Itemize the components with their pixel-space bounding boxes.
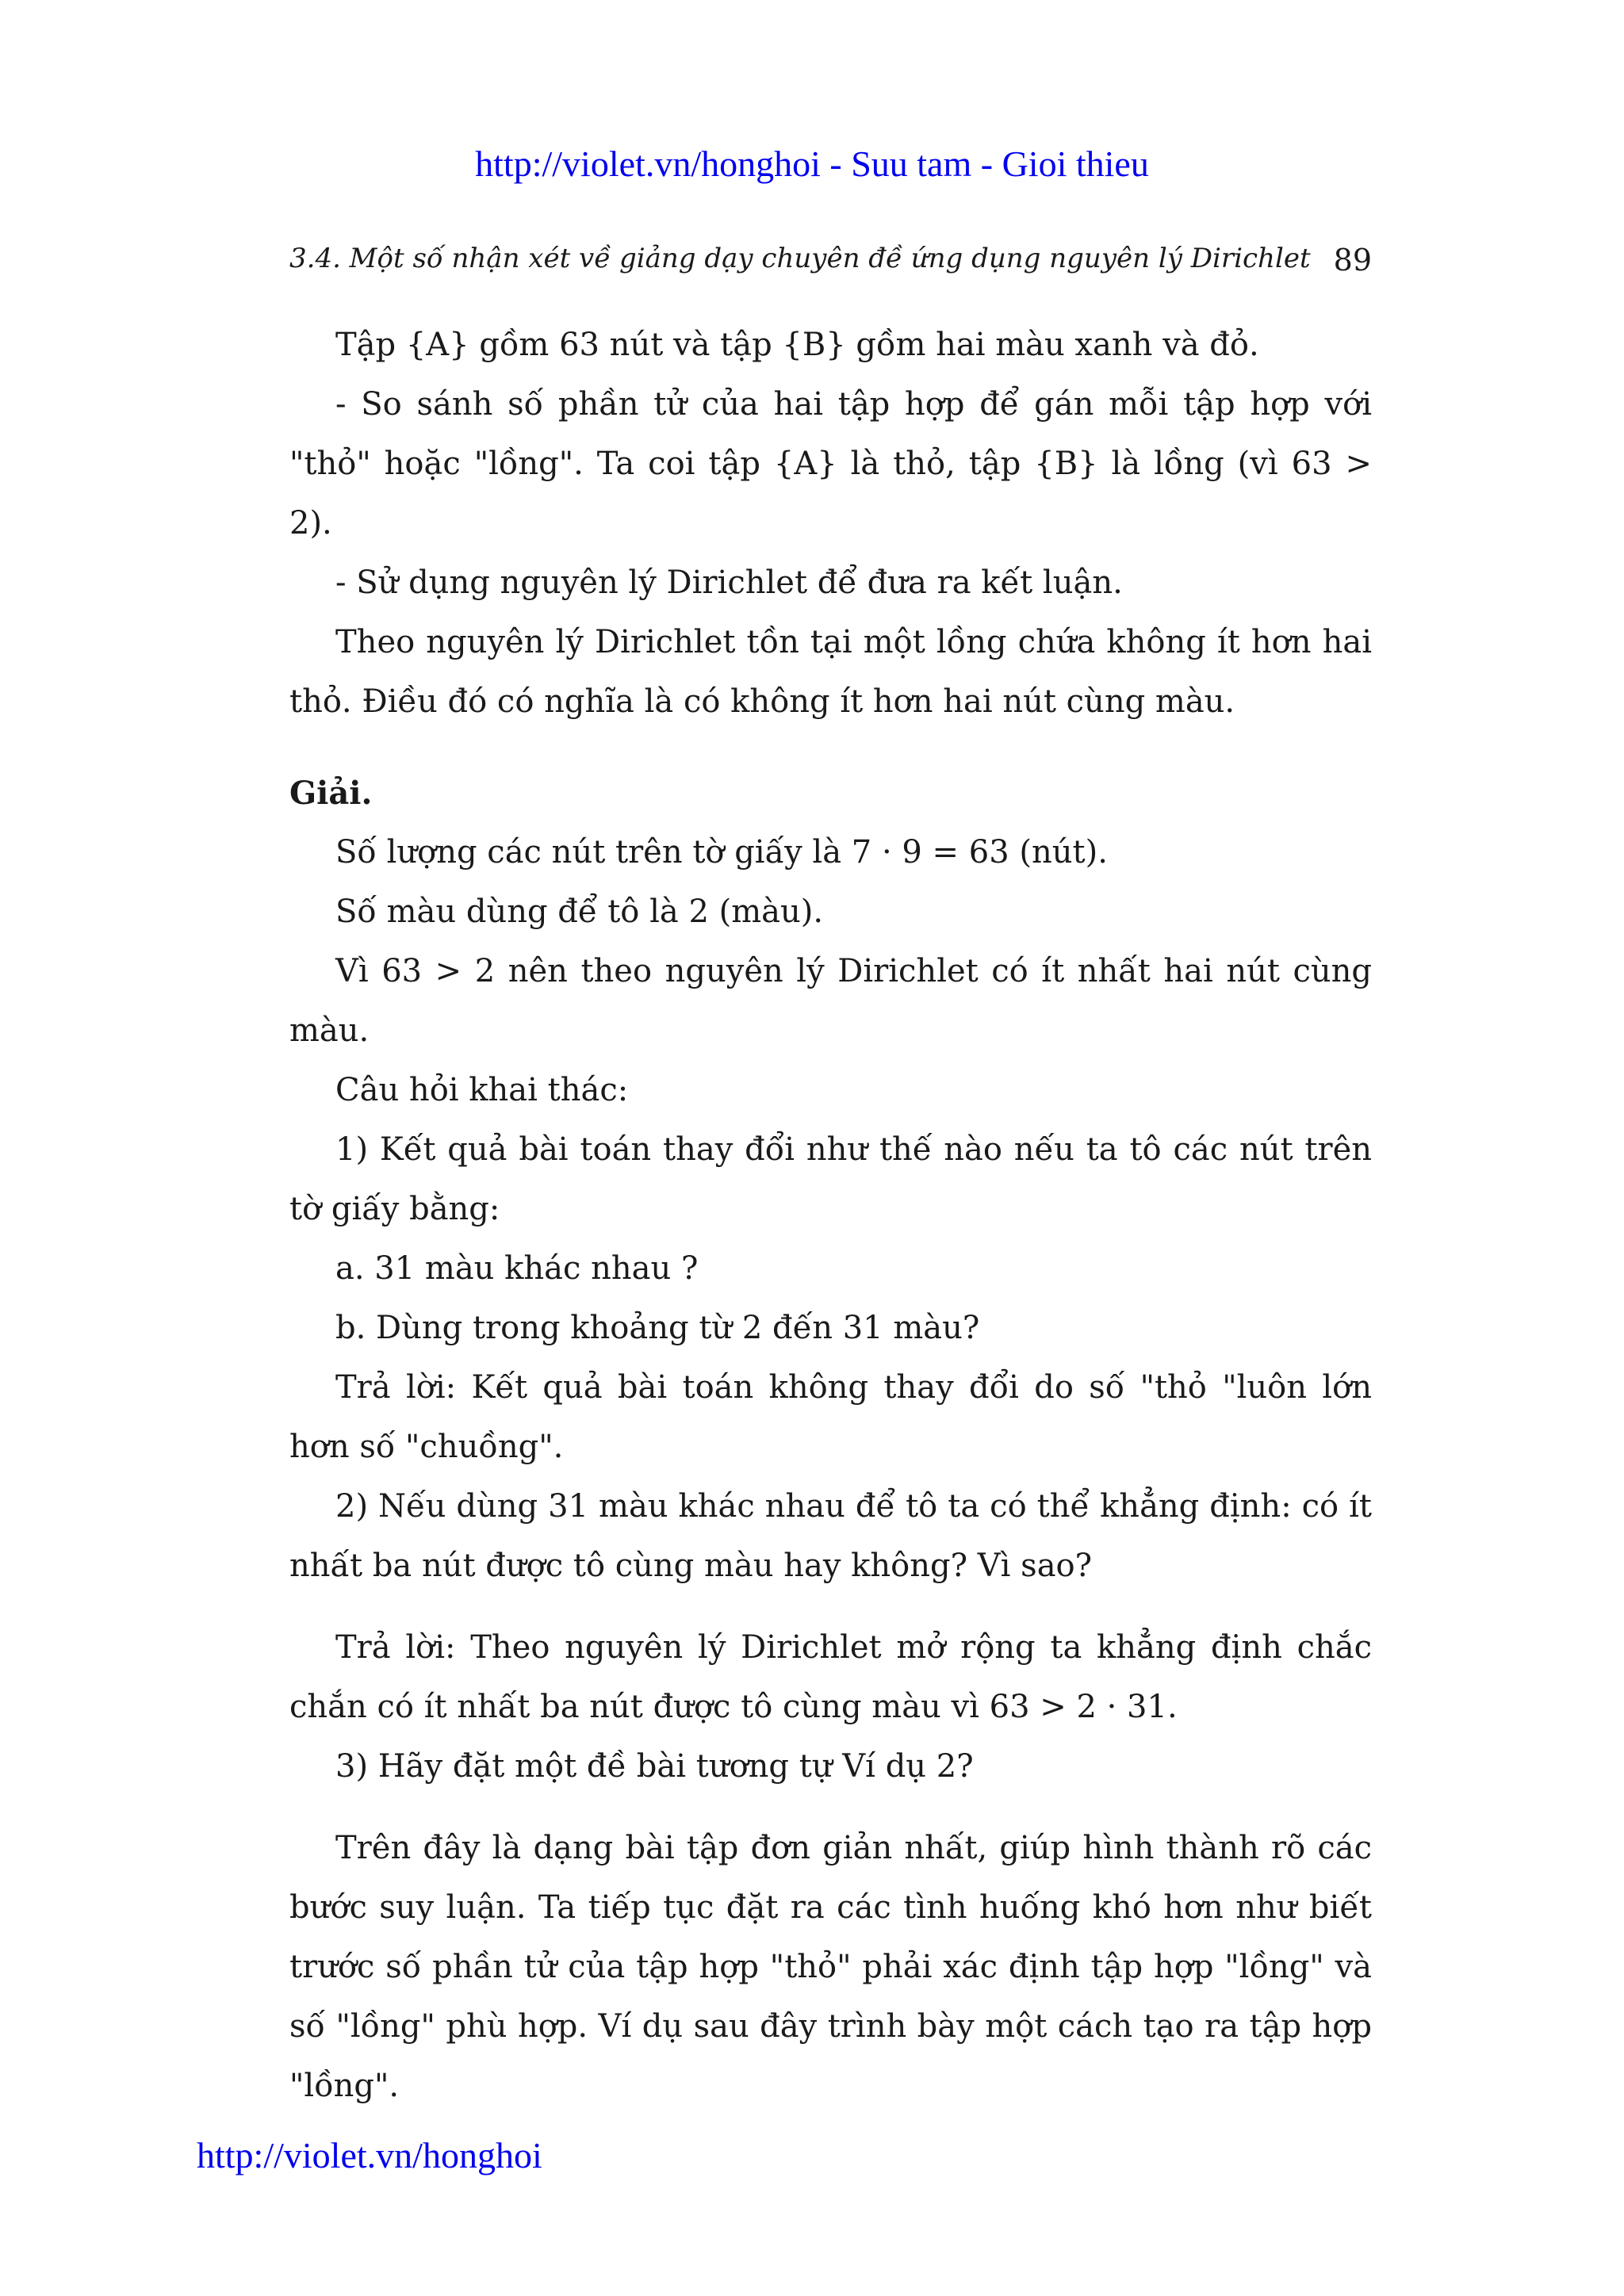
closing-paragraph: Trên đây là dạng bài tập đơn giản nhất, giúp hình thành rõ các bước suy luận. Ta tiếp tục đặt ra các tình huống khó hơn như biết trước số phần tử của tập hợp "thỏ" phải xác định tập hợp "lồng" và số "lồng" phù hợp. Ví dụ sau đây trình bày một cách tạo ra tập hợp "lồng". <box>289 1830 1372 2104</box>
solution-line: Số màu dùng để tô là 2 (màu). <box>335 894 824 930</box>
paragraph: - So sánh số phần tử của hai tập hợp để gán mỗi tập hợp với "thỏ" hoặc "lồng". Ta coi tập {A} là thỏ, tập {B} là lồng (vì 63 > 2). <box>289 386 1372 541</box>
question-line: 1) Kết quả bài toán thay đổi như thế nào nếu ta tô các nút trên tờ giấy bằng: <box>289 1131 1372 1227</box>
solution-line: Câu hỏi khai thác: <box>335 1072 629 1108</box>
footer-link[interactable]: http://violet.vn/honghoi <box>197 2135 542 2175</box>
solution-line: Số lượng các nút trên tờ giấy là 7 · 9 = 63 (nút). <box>335 834 1108 871</box>
page-body <box>289 316 1372 2116</box>
page-number: 89 <box>1333 243 1372 277</box>
header-link[interactable]: http://violet.vn/honghoi - Suu tam - Gioi thieu <box>475 144 1149 184</box>
paragraph: Theo nguyên lý Dirichlet tồn tại một lồng chứa không ít hơn hai thỏ. Điều đó có nghĩa là có không ít hơn hai nút cùng màu. <box>289 624 1372 720</box>
question-line: 2) Nếu dùng 31 màu khác nhau để tô ta có thể khẳng định: có ít nhất ba nút được tô cùng màu hay không? Vì sao? <box>289 1488 1372 1584</box>
paragraph: - Sử dụng nguyên lý Dirichlet để đưa ra kết luận. <box>335 564 1123 601</box>
running-header <box>289 243 1372 274</box>
question-option: b. Dùng trong khoảng từ 2 đến 31 màu? <box>335 1310 980 1346</box>
paragraph: Tập {A} gồm 63 nút và tập {B} gồm hai màu xanh và đỏ. <box>335 327 1259 363</box>
answer-line: Trả lời: Theo nguyên lý Dirichlet mở rộng ta khẳng định chắc chắn có ít nhất ba nút được tô cùng màu vì 63 > 2 · 31. <box>289 1629 1372 1725</box>
answer-line: Trả lời: Kết quả bài toán không thay đổi do số "thỏ "luôn lớn hơn số "chuồng". <box>289 1369 1372 1465</box>
running-title: 3.4. Một số nhận xét về giảng dạy chuyên đề ứng dụng nguyên lý Dirichlet <box>289 243 1311 274</box>
solution-heading: Giải. <box>289 775 373 812</box>
solution-line: Vì 63 > 2 nên theo nguyên lý Dirichlet có ít nhất hai nút cùng màu. <box>289 953 1372 1049</box>
question-option: a. 31 màu khác nhau ? <box>335 1250 699 1287</box>
question-line: 3) Hãy đặt một đề bài tương tự Ví dụ 2? <box>335 1748 974 1785</box>
